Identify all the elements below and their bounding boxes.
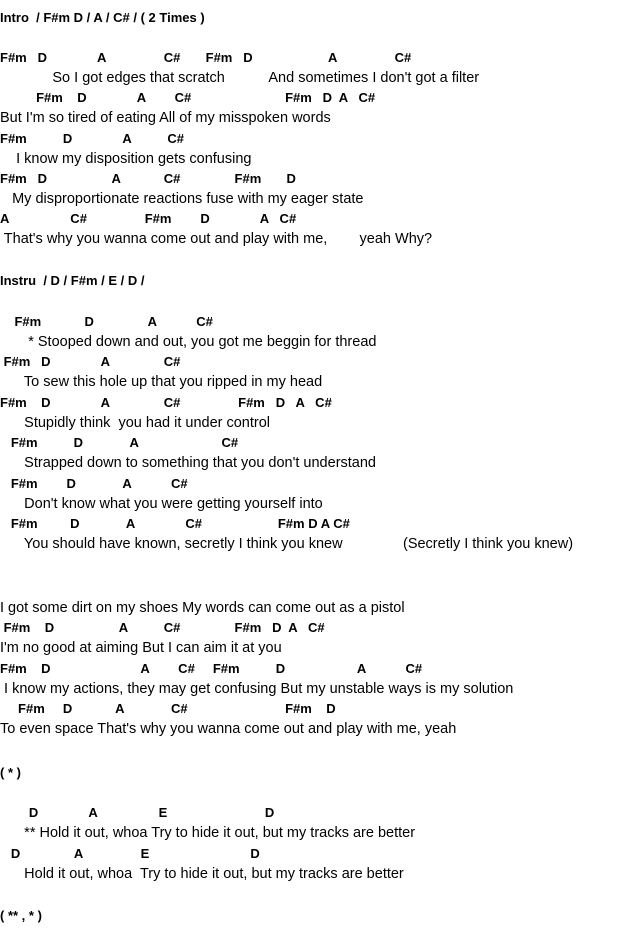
repeat-marker: ( ** , * ) [0, 908, 42, 923]
chord-line: F#m D A C# [0, 435, 239, 450]
lyric-line: ** Hold it out, whoa Try to hide it out, but my tracks are better [0, 825, 416, 841]
chord-line: F#m D A C# [0, 476, 188, 491]
lyric-line: I got some dirt on my shoes My words can come out as a pistol [0, 600, 405, 616]
repeat-marker: ( * ) [0, 765, 21, 780]
chord-line: F#m D A C# [0, 354, 181, 369]
chord-line: F#m D A C# F#m D A C# [0, 620, 325, 635]
chord-line: F#m D A C# [0, 131, 184, 146]
chord-line: D A E D [0, 846, 260, 861]
lyric-line: Stupidly think you had it under control [0, 415, 271, 431]
chord-line: F#m D A C# F#m D A C# [0, 516, 350, 531]
chord-line: F#m D A C# F#m D [0, 171, 296, 186]
lyric-line: * Stooped down and out, you got me beggin for thread [0, 334, 377, 350]
lyric-line: But I'm so tired of eating All of my misspoken words [0, 110, 331, 126]
chord-line: F#m D A C# F#m D A C# [0, 90, 376, 105]
lyric-line: So I got edges that scratch And sometimes I don't got a filter [0, 70, 480, 86]
chord-line: F#m D A C# F#m D A C# [0, 661, 423, 676]
lyric-line: Hold it out, whoa Try to hide it out, but my tracks are better [0, 866, 404, 882]
lyric-line: I know my disposition gets confusing [0, 151, 252, 167]
lyric-line: Don't know what you were getting yourself into [0, 496, 323, 512]
instru-header: Instru / D / F#m / E / D / [0, 273, 145, 288]
chord-line: A C# F#m D A C# [0, 211, 297, 226]
lyric-line: You should have known, secretly I think you knew (Secretly I think you knew) [0, 536, 574, 552]
chord-line: D A E D [0, 805, 275, 820]
chord-line: F#m D A C# F#m D A C# [0, 50, 412, 65]
chord-line: F#m D A C# F#m D [0, 701, 336, 716]
lyric-line: I'm no good at aiming But I can aim it at you [0, 640, 282, 656]
lyric-line: Strapped down to something that you don't understand [0, 455, 376, 471]
lyric-line: I know my actions, they may get confusing But my unstable ways is my solution [0, 681, 514, 697]
lyric-line: My disproportionate reactions fuse with my eager state [0, 191, 364, 207]
chord-line: F#m D A C# F#m D A C# [0, 395, 332, 410]
lyric-line: To even space That's why you wanna come out and play with me, yeah [0, 721, 457, 737]
lyric-line: That's why you wanna come out and play with me, yeah Why? [0, 231, 433, 247]
chord-line: F#m D A C# [0, 314, 213, 329]
intro-header: Intro / F#m D / A / C# / ( 2 Times ) [0, 10, 205, 25]
lyric-line: To sew this hole up that you ripped in my head [0, 374, 323, 390]
